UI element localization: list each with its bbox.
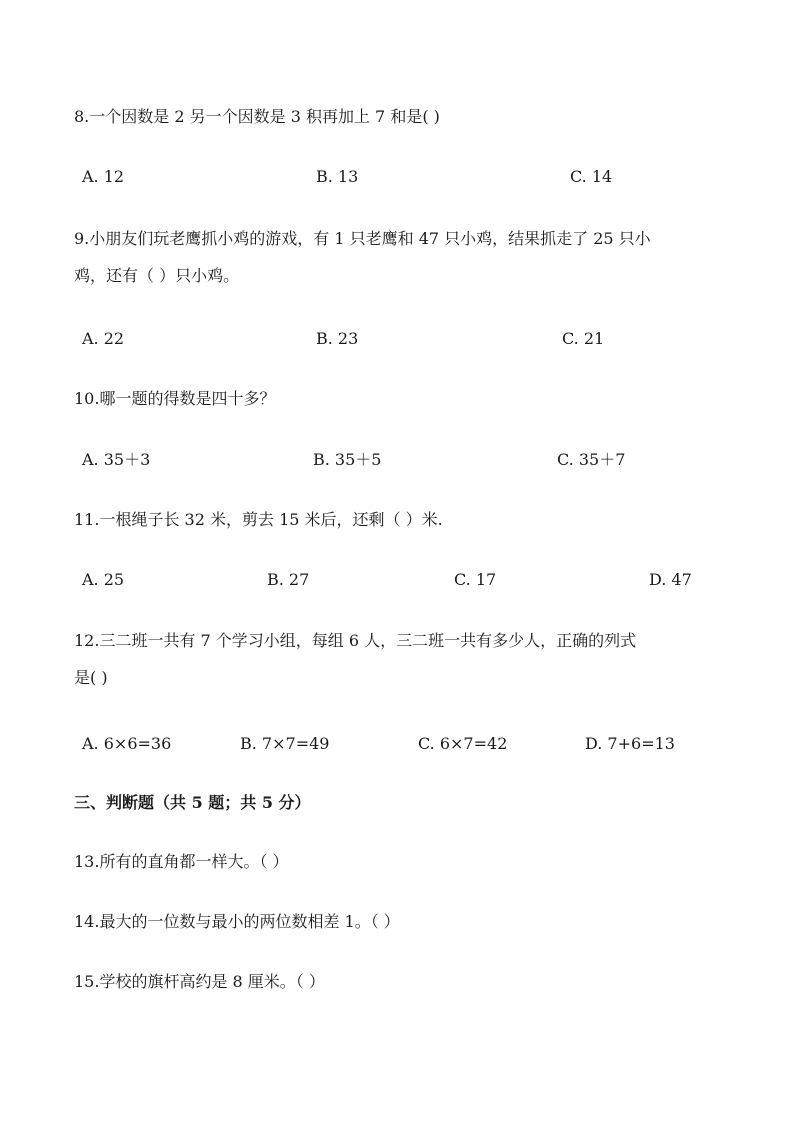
question-12-option-a: A. 6×6=36 [82,734,172,753]
question-12-stem-line-1: 12.三二班一共有 7 个学习小组，每组 6 人，三二班一共有多少人，正确的列式 [74,631,637,650]
question-12-option-d: D. 7+6=13 [585,734,675,753]
question-8-option-a: A. 12 [82,167,125,186]
question-11-stem: 11.一根绳子长 32 米，剪去 15 米后，还剩（ ）米. [74,510,443,529]
question-12-stem-line-2: 是( ) [74,668,108,687]
question-10-option-a: A. 35＋3 [82,450,151,469]
question-8-option-c: C. 14 [570,167,613,186]
question-9-option-b: B. 23 [316,329,359,348]
question-11-option-c: C. 17 [454,570,497,589]
question-12-option-c: C. 6×7=42 [418,734,508,753]
question-11-option-d: D. 47 [649,570,692,589]
question-9-stem-line-2: 鸡，还有（ ）只小鸡。 [74,266,240,285]
question-8-option-b: B. 13 [316,167,359,186]
question-12-option-b: B. 7×7=49 [240,734,330,753]
question-10-stem: 10.哪一题的得数是四十多？ [74,389,276,408]
question-15-stem: 15.学校的旗杆高约是 8 厘米。（ ） [74,972,325,991]
question-11-option-a: A. 25 [82,570,125,589]
question-8-stem: 8.一个因数是 2 另一个因数是 3 积再加上 7 和是( ) [74,107,440,126]
question-9-option-a: A. 22 [82,329,125,348]
question-10-option-c: C. 35＋7 [557,450,626,469]
question-11-option-b: B. 27 [267,570,310,589]
question-10-option-b: B. 35＋5 [313,450,382,469]
question-14-stem: 14.最大的一位数与最小的两位数相差 1。（ ） [74,912,400,931]
question-9-stem-line-1: 9.小朋友们玩老鹰抓小鸡的游戏，有 1 只老鹰和 47 只小鸡，结果抓走了 25 只小 [74,229,651,248]
section-3-title: 三、判断题（共 5 题；共 5 分） [74,793,311,812]
question-13-stem: 13.所有的直角都一样大。（ ） [74,852,289,871]
question-9-option-c: C. 21 [562,329,605,348]
